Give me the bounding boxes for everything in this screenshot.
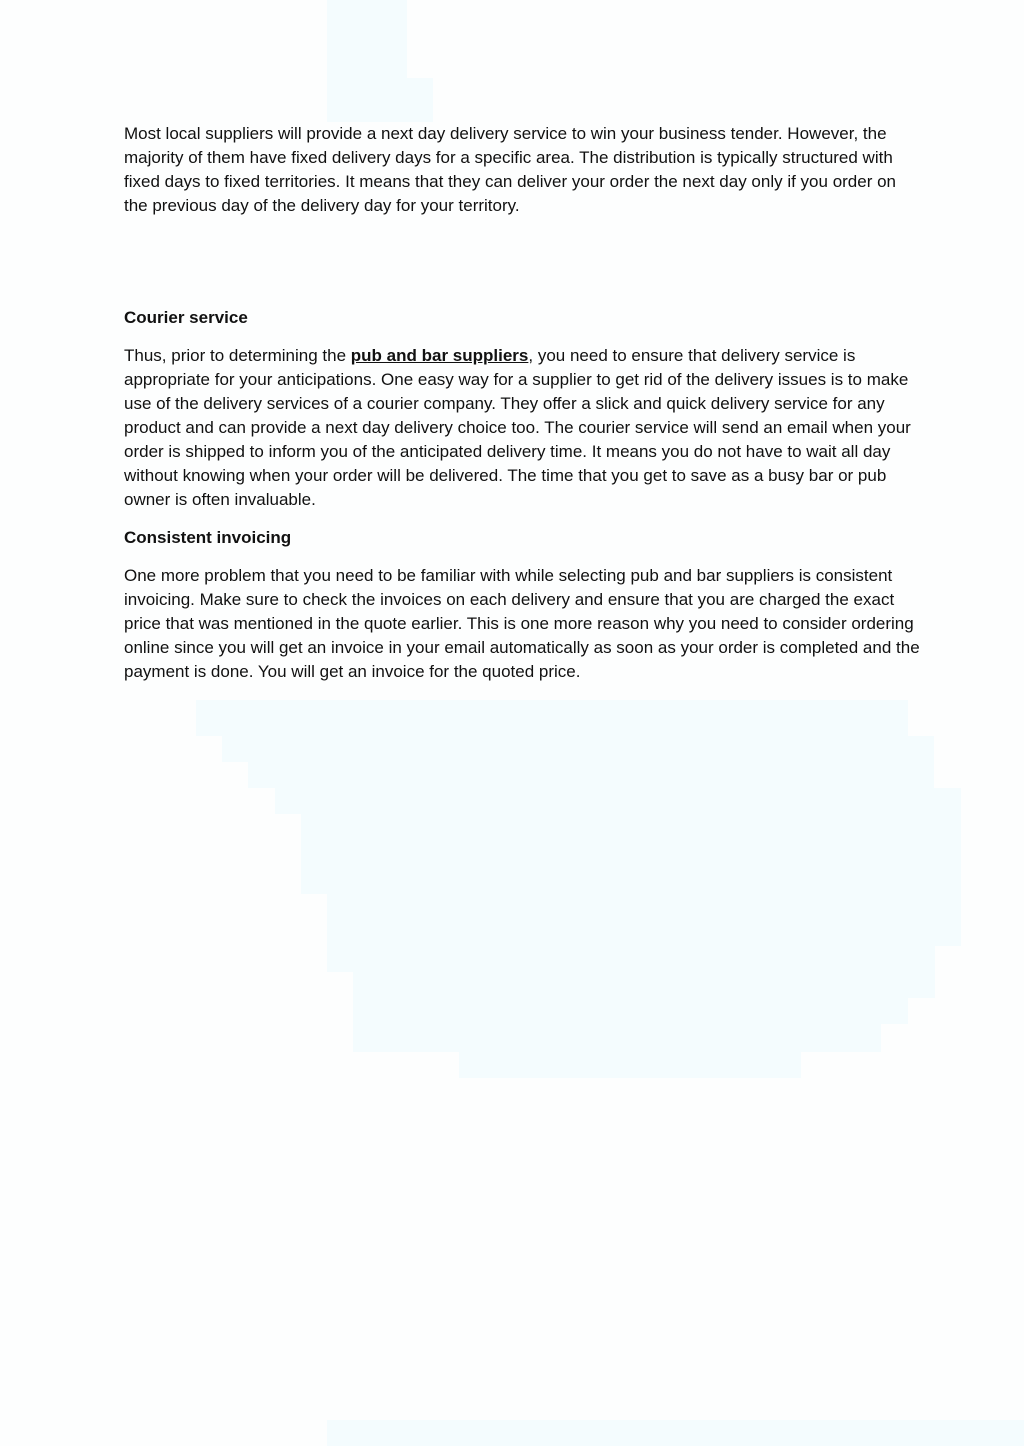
document-body: [124, 122, 924, 684]
watermark-shape: [327, 78, 433, 122]
watermark-shape: [301, 814, 961, 894]
intro-paragraph: Most local suppliers will provide a next day delivery service to win your business tender. However, the majority of them have fixed delivery days for a specific area. The distribution is typically structured with fixed days to fixed territories. It means that they can deliver your order the next day only if you order on the previous day of the delivery day for your territory.: [124, 124, 897, 215]
watermark-shape: [222, 736, 934, 762]
watermark-shape: [327, 0, 407, 78]
watermark-shape: [327, 1420, 1024, 1446]
watermark-shape: [459, 1052, 801, 1078]
consistent-invoicing-paragraph: One more problem that you need to be familiar with while selecting pub and bar suppliers is consistent invoicing. Make sure to check the invoices on each delivery and ensure that you are charged the exact price that was mentioned in the quote earlier. This is one more reason why you need to consider ordering online since you will get an invoice in your email automatically as soon as your order is completed and the payment is done. You will get an invoice for the quoted price.: [124, 566, 920, 681]
watermark-shape: [275, 788, 961, 814]
courier-service-paragraph: [124, 344, 924, 512]
watermark-shape: [196, 700, 908, 736]
watermark-shape: [248, 762, 934, 788]
watermark-shape: [327, 894, 961, 946]
courier-text-after-link: , you need to ensure that delivery service is appropriate for your anticipations. One easy way for a supplier to get rid of the delivery issues is to make use of the delivery services of a courier company. They offer a slick and quick delivery service for any product and can provide a next day delivery choice too. The courier service will send an email when your order is shipped to inform you of the anticipated delivery time. It means you do not have to wait all day without knowing when your order will be delivered. The time that you get to save as a busy bar or pub owner is often invaluable.: [124, 346, 911, 509]
watermark-shape: [353, 1024, 881, 1052]
watermark-shape: [327, 946, 935, 972]
watermark-shape: [353, 972, 935, 998]
courier-text-before-link: Thus, prior to determining the: [124, 346, 351, 365]
watermark-shape: [353, 998, 908, 1024]
consistent-invoicing-heading: Consistent invoicing: [124, 528, 292, 547]
pub-and-bar-suppliers-link[interactable]: pub and bar suppliers: [350, 346, 529, 365]
courier-service-heading: Courier service: [124, 308, 248, 327]
